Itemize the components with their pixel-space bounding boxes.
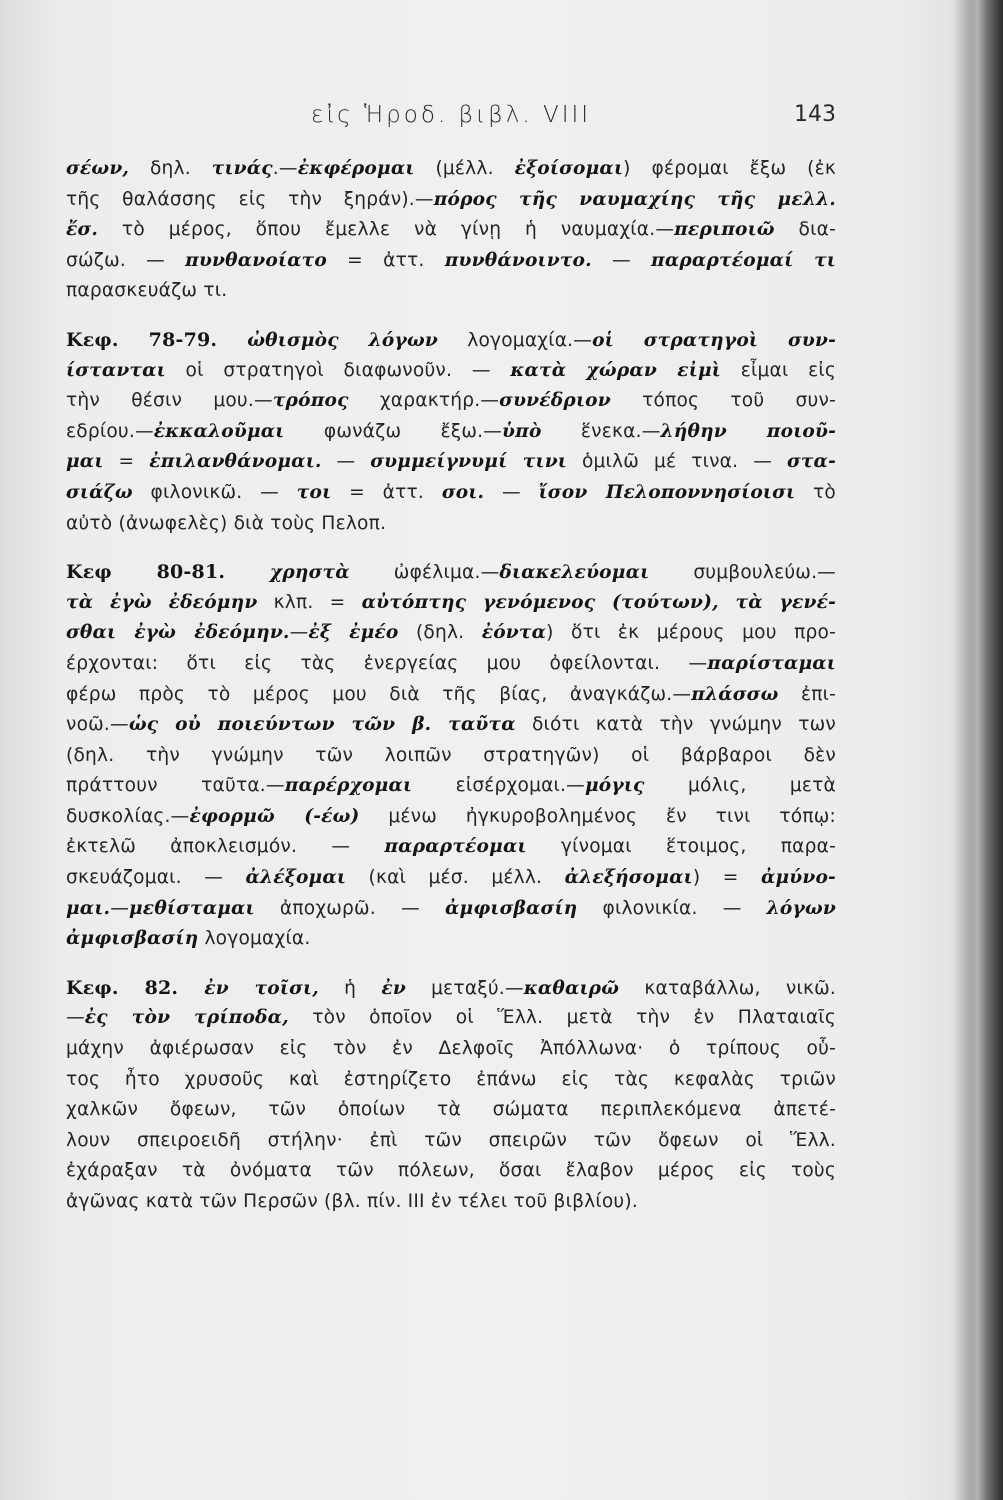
- headword: ἀμύνο-: [760, 867, 836, 889]
- headword: ἐξ ἐμέο: [308, 622, 399, 644]
- gloss-text: τὸ μέρος, ὅπου ἔμελλε νὰ γίνῃ ἡ ναυμαχία.—: [98, 219, 675, 241]
- headword: λόγων: [766, 897, 836, 919]
- text-line: [66, 557, 836, 588]
- text-line: [66, 417, 836, 448]
- text-line: [66, 447, 836, 478]
- headword: πυνθανοίατο: [185, 249, 327, 271]
- headword: τὰ ἐγὼ ἐδεόμην: [66, 591, 258, 613]
- gloss-text: αὐτὸ (ἀνωφελὲς) διὰ τοὺς Πελοπ.: [66, 512, 387, 534]
- gloss-text: χαλκῶν ὄφεων, τῶν ὁποίων τὰ σώματα περιπλεκόμενα ἀπετέ-: [66, 1099, 836, 1121]
- text-line: [66, 802, 836, 833]
- gloss-text: φέρω πρὸς τὸ μέρος μου διὰ τῆς βίας, ἀναγκάζω.—: [66, 683, 692, 705]
- headword: σθαι ἐγὼ ἐδεόμην.: [66, 622, 290, 644]
- commentary-paragraph: [66, 325, 836, 539]
- gloss-text: μάχην ἀφιέρωσαν εἰς τὸν ἐν Δελφοῖς Ἀπόλλωνα· ὁ τρίπους οὗ-: [66, 1038, 836, 1060]
- headword: ἐκκαλοῦμαι: [153, 420, 285, 442]
- page-number: 143: [794, 102, 836, 127]
- headword: παραρτέομαί τι: [651, 249, 837, 271]
- gloss-text: τὸ: [795, 481, 836, 503]
- headword: συνέδριον: [499, 390, 611, 412]
- headword: ὡς οὐ ποιεύντων τῶν β. ταῦτα: [128, 714, 516, 736]
- headword: ἴσον Πελοποννησίοισι: [538, 481, 796, 503]
- text-line: [66, 356, 836, 387]
- gloss-text: παρασκευάζω τι.: [66, 280, 228, 302]
- gloss-text: τὸν ὁποῖον οἱ Ἕλλ. μετὰ τὴν ἐν Πλαταιαῖς: [288, 1007, 836, 1029]
- text-line: [66, 1065, 836, 1096]
- headword: στα-: [786, 451, 836, 473]
- gloss-text: = ἀττ.: [331, 481, 442, 503]
- chapter-reference: Κεφ 80-81.: [66, 561, 270, 584]
- gloss-text: ἀγῶνας κατὰ τῶν Περσῶν (βλ. πίν. III ἐν τέλει τοῦ βιβλίου).: [66, 1191, 638, 1212]
- gloss-text: χαρακτήρ.—: [348, 390, 500, 412]
- gloss-text: φιλονικία. —: [577, 897, 767, 919]
- gloss-text: εἰσέρχομαι.—: [412, 775, 585, 797]
- gloss-text: οἱ στρατηγοὶ διαφωνοῦν. —: [165, 359, 511, 381]
- headword: τρόπος: [272, 390, 349, 412]
- gloss-text: μεταξύ.—: [405, 977, 524, 999]
- headword: ἐκφέρομαι: [297, 158, 415, 179]
- text-line: [66, 478, 836, 509]
- headword: παραρτέομαι: [384, 836, 527, 858]
- headword: ἀμφισβασίη: [445, 897, 578, 919]
- text-line: [66, 741, 836, 772]
- headword: ἐπιλανθάνομαι.: [149, 451, 322, 473]
- gloss-text: ὁμιλῶ μέ τινα. —: [567, 451, 787, 473]
- headword: τοι: [296, 481, 332, 503]
- headword: παρέρχομαι: [284, 775, 413, 797]
- headword: ἐόντα: [481, 622, 547, 644]
- headword: ὑπὸ: [502, 420, 542, 442]
- text-line: [66, 154, 836, 185]
- headword: οἱ στρατηγοὶ συν-: [592, 329, 836, 351]
- text-line: [66, 1003, 836, 1034]
- headword: μαι: [66, 451, 104, 473]
- headword: ἔσ.: [66, 219, 99, 241]
- text-line: [66, 924, 836, 955]
- gloss-text: λουν σπειροειδῆ στήλην· ἐπὶ τῶν σπειρῶν τῶν ὄφεων οἱ Ἕλλ.: [66, 1129, 836, 1151]
- text-line: [66, 973, 836, 1004]
- gloss-text: φωνάζω ἔξω.—: [284, 420, 503, 442]
- paragraph-gap: [66, 955, 836, 973]
- gloss-text: φιλονικῶ. —: [132, 481, 297, 503]
- gloss-text: ἐχάραξαν τὰ ὀνόματα τῶν πόλεων, ὅσαι ἔλαβον μέρος εἰς τοὺς: [66, 1160, 836, 1182]
- gloss-text: λογομαχία.—: [437, 329, 593, 351]
- gloss-text: (μέλλ.: [414, 158, 515, 179]
- gloss-text: ἡ: [318, 977, 382, 999]
- running-head: εἰς Ἡροδ. βιβλ. VIII: [310, 102, 592, 128]
- commentary-text: [66, 154, 836, 1218]
- gloss-text: τος ἦτο χρυσοῦς καὶ ἐστηρίζετο ἐπάνω εἰς τὰς κεφαλὰς τριῶν: [66, 1068, 836, 1090]
- gloss-text: —: [321, 451, 371, 473]
- gloss-text: .—: [272, 158, 298, 179]
- gloss-text: (δηλ.: [398, 622, 482, 644]
- text-line: [66, 1187, 836, 1218]
- text-line: [66, 246, 836, 277]
- gloss-text: ) =: [692, 867, 761, 889]
- gloss-text: τὴν θέσιν μου.—: [66, 390, 273, 412]
- text-line: [66, 1034, 836, 1065]
- gloss-text: έρχονται: ὅτι εἰς τὰς ἐνεργείας μου ὀφείλονται. —: [66, 652, 708, 674]
- gloss-text: —: [591, 249, 652, 271]
- gloss-text: =: [103, 451, 150, 473]
- gloss-text: καταβάλλω, νικῶ.: [619, 977, 836, 999]
- text-line: [66, 185, 836, 216]
- headword: περιποιῶ: [674, 219, 775, 241]
- gloss-text: δηλ.: [129, 158, 212, 179]
- gloss-text: σώζω. —: [66, 249, 186, 271]
- headword: ὠθισμὸς λόγων: [247, 329, 438, 351]
- headword: μόγις: [584, 775, 645, 797]
- commentary-paragraph: [66, 154, 836, 307]
- gloss-text: λογομαχία.: [198, 928, 311, 950]
- gloss-text: ἐκτελῶ ἀποκλεισμόν. —: [66, 836, 385, 858]
- headword: πλάσσω: [691, 683, 779, 705]
- text-line: [66, 710, 836, 741]
- gloss-text: γίνομαι ἕτοιμος, παρα-: [526, 836, 836, 858]
- gloss-text: διότι κατὰ τὴν γνώμην των: [515, 714, 836, 736]
- gloss-text: συμβουλεύω.—: [649, 562, 836, 584]
- headword: πόρος τῆς ναυμαχίης τῆς μελλ.: [433, 188, 836, 210]
- text-line: [66, 618, 836, 649]
- text-line: [66, 276, 836, 307]
- gloss-text: τόπος τοῦ συν-: [610, 390, 836, 412]
- gloss-text: εἶμαι εἰς: [721, 359, 837, 381]
- text-line: [66, 1156, 836, 1187]
- headword: πυνθάνοιντο.: [444, 249, 592, 271]
- headword: τινάς: [211, 158, 273, 179]
- text-line: [66, 588, 836, 619]
- gloss-text: (καὶ μέσ. μέλλ.: [346, 867, 565, 889]
- gloss-text: ἀποχωρῶ. —: [254, 897, 446, 919]
- page-header: [66, 102, 836, 142]
- gloss-text: πράττουν ταῦτα.—: [66, 775, 285, 797]
- headword: μεθίσταμαι: [129, 897, 255, 919]
- text-line: [66, 832, 836, 863]
- text-line: [66, 894, 836, 925]
- paragraph-gap: [66, 307, 836, 325]
- headword: μαι.: [66, 897, 111, 919]
- headword: αὐτόπτης γενόμενος (τούτων), τὰ γενέ-: [361, 591, 836, 613]
- headword: ἐν: [381, 977, 406, 999]
- commentary-paragraph: [66, 557, 836, 955]
- text-line: [66, 1095, 836, 1126]
- paragraph-gap: [66, 539, 836, 557]
- text-line: [66, 386, 836, 417]
- gloss-text: —: [110, 897, 129, 919]
- headword: ἀλεξήσομαι: [564, 867, 693, 889]
- headword: σοι.: [441, 481, 485, 503]
- headword: ἐν τοῖσι,: [204, 977, 319, 999]
- page-edge-shadow: [969, 0, 1003, 1500]
- text-line: [66, 325, 836, 356]
- gloss-text: εδρίου.—: [66, 420, 154, 442]
- text-line: [66, 863, 836, 894]
- headword: καθαιρῶ: [523, 977, 620, 999]
- headword: ἐς τὸν τρίποδα,: [84, 1007, 289, 1029]
- text-line: [66, 215, 836, 246]
- gloss-text: (δηλ. τὴν γνώμην τῶν λοιπῶν στρατηγῶν) οἱ βάρβαροι δὲν: [66, 744, 836, 766]
- text-line: [66, 771, 836, 802]
- text-line: [66, 509, 836, 540]
- gloss-text: σκευάζομαι. —: [66, 867, 246, 889]
- headword: σέων,: [66, 158, 130, 179]
- gloss-text: ἕνεκα.—: [541, 420, 661, 442]
- text-line: [66, 1126, 836, 1157]
- gloss-text: ) φέρομαι ἔξω (ἐκ: [623, 158, 836, 179]
- gloss-text: κλπ. =: [257, 591, 362, 613]
- headword: παρίσταμαι: [707, 652, 836, 674]
- text-line: [66, 649, 836, 680]
- text-line: [66, 680, 836, 711]
- gloss-text: τῆς θαλάσσης εἰς τὴν ξηράν).—: [66, 188, 434, 210]
- gloss-text: δια-: [774, 219, 836, 241]
- headword: σιάζω: [66, 481, 133, 503]
- gloss-text: μόλις, μετὰ: [644, 775, 836, 797]
- gloss-text: —: [484, 481, 539, 503]
- headword: λήθην ποιοῦ-: [660, 420, 837, 442]
- gloss-text: ὠφέλιμα.—: [349, 562, 500, 584]
- headword: ίστανται: [66, 359, 166, 381]
- headword: ἀμφισβασίη: [66, 928, 199, 950]
- commentary-paragraph: [66, 973, 836, 1218]
- gloss-text: δυσκολίας.—: [66, 805, 190, 827]
- chapter-reference: Κεφ. 78-79.: [66, 328, 248, 351]
- gloss-text: ) ὅτι ἐκ μέρους μου προ-: [546, 622, 836, 644]
- headword: συμμείγνυμί τινι: [370, 451, 567, 473]
- headword: διακελεύομαι: [499, 562, 650, 584]
- chapter-reference: Κεφ. 82.: [66, 976, 205, 999]
- gloss-text: ἐπι-: [778, 683, 836, 705]
- headword: ἀλέξομαι: [245, 867, 347, 889]
- headword: ἐξοίσομαι: [514, 158, 624, 179]
- gloss-text: —: [289, 622, 309, 644]
- gloss-text: —: [66, 1007, 85, 1029]
- gloss-text: = ἀττ.: [326, 249, 445, 271]
- headword: χρηστὰ: [269, 562, 350, 584]
- gloss-text: μένω ἠγκυροβολημένος ἔν τινι τόπῳ:: [359, 805, 836, 827]
- headword: ἐφορμῶ (-έω): [189, 805, 360, 827]
- gloss-text: νοῶ.—: [66, 714, 129, 736]
- headword: κατὰ χώραν εἰμὶ: [510, 359, 721, 381]
